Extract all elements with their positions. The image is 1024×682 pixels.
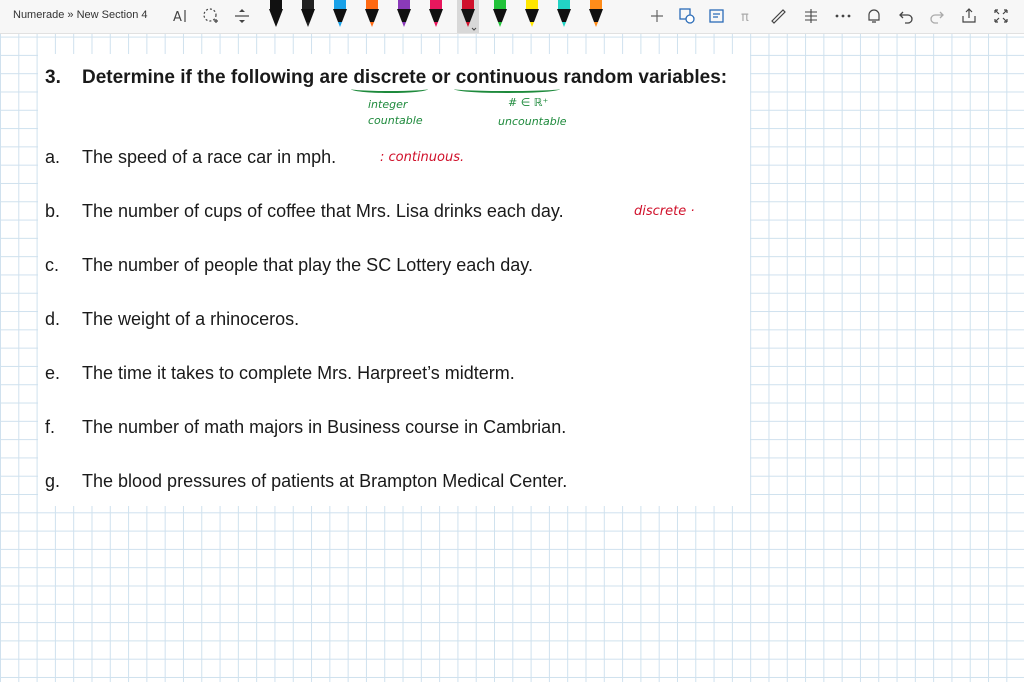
pen-tool[interactable]: [521, 0, 543, 33]
ink-to-math-icon[interactable]: [737, 6, 759, 26]
annotation-real-positive: # ∈ ℝ⁺: [508, 96, 549, 109]
pen-tool[interactable]: [585, 0, 607, 33]
question-text-start: Determine if the following are: [82, 67, 354, 88]
share-icon[interactable]: [958, 6, 980, 26]
list-item: [45, 417, 566, 438]
list-item: [45, 255, 533, 276]
handwritten-answer: : continuous.: [380, 150, 465, 165]
list-item: [45, 471, 567, 492]
lasso-select-icon[interactable]: [200, 6, 222, 26]
question-heading: [45, 67, 727, 89]
more-icon[interactable]: [832, 6, 854, 26]
breadcrumb[interactable]: Numerade » New Section 4: [13, 9, 148, 21]
pen-tool[interactable]: [297, 0, 319, 33]
item-text: The number of people that play the SC Lottery each day.: [82, 255, 533, 275]
item-letter: e.: [45, 363, 61, 383]
item-text: The time it takes to complete Mrs. Harpreet’s midterm.: [82, 363, 515, 383]
ink-to-text-icon[interactable]: [706, 6, 728, 26]
item-letter: c.: [45, 255, 60, 275]
type-text-icon[interactable]: [170, 6, 192, 26]
list-item: [45, 309, 299, 330]
question-number: 3.: [45, 67, 61, 88]
toolbar: [0, 0, 1024, 34]
list-item: [45, 363, 515, 384]
pen-tool[interactable]: [393, 0, 415, 33]
item-text: The number of cups of coffee that Mrs. Lisa drinks each day.: [82, 201, 564, 221]
pen-tool[interactable]: [265, 0, 287, 33]
item-text: The weight of a rhinoceros.: [82, 309, 300, 329]
undo-icon[interactable]: [895, 6, 917, 26]
item-letter: d.: [45, 309, 61, 329]
item-letter: a.: [45, 147, 61, 167]
handwritten-answer: discrete ·: [634, 204, 695, 219]
ruler-icon[interactable]: [767, 6, 789, 26]
item-text: The blood pressures of patients at Brampton Medical Center.: [82, 471, 568, 491]
list-item: [45, 147, 336, 168]
pen-tool[interactable]: [361, 0, 383, 33]
svg-text:π: π: [741, 10, 749, 25]
annotation-integer: integer: [368, 98, 408, 111]
item-text: The number of math majors in Business course in Cambrian.: [82, 417, 567, 437]
notifications-icon[interactable]: [863, 6, 885, 26]
pen-tool[interactable]: [425, 0, 447, 33]
replay-icon[interactable]: [800, 6, 822, 26]
item-letter: b.: [45, 201, 61, 221]
annotation-countable: countable: [368, 114, 423, 127]
list-item: [45, 201, 564, 222]
question-or: or: [426, 67, 456, 88]
item-letter: g.: [45, 471, 61, 491]
add-pen-icon[interactable]: [646, 6, 668, 26]
add-space-icon[interactable]: [231, 6, 253, 26]
fullscreen-icon[interactable]: [990, 6, 1012, 26]
continuous-word: continuous: [455, 67, 559, 88]
item-text: The speed of a race car in mph.: [82, 147, 337, 167]
pen-tool[interactable]: [489, 0, 511, 33]
redo-icon[interactable]: [926, 6, 948, 26]
question-text-end: random variables:: [558, 67, 728, 88]
pen-tool[interactable]: [457, 0, 479, 33]
discrete-word: discrete: [353, 67, 427, 88]
pen-tool[interactable]: [329, 0, 351, 33]
ink-to-shape-icon[interactable]: [676, 6, 698, 26]
item-letter: f.: [45, 417, 56, 437]
pen-tool[interactable]: [553, 0, 575, 33]
svg-text:A: A: [173, 10, 182, 24]
annotation-uncountable: uncountable: [498, 115, 567, 128]
